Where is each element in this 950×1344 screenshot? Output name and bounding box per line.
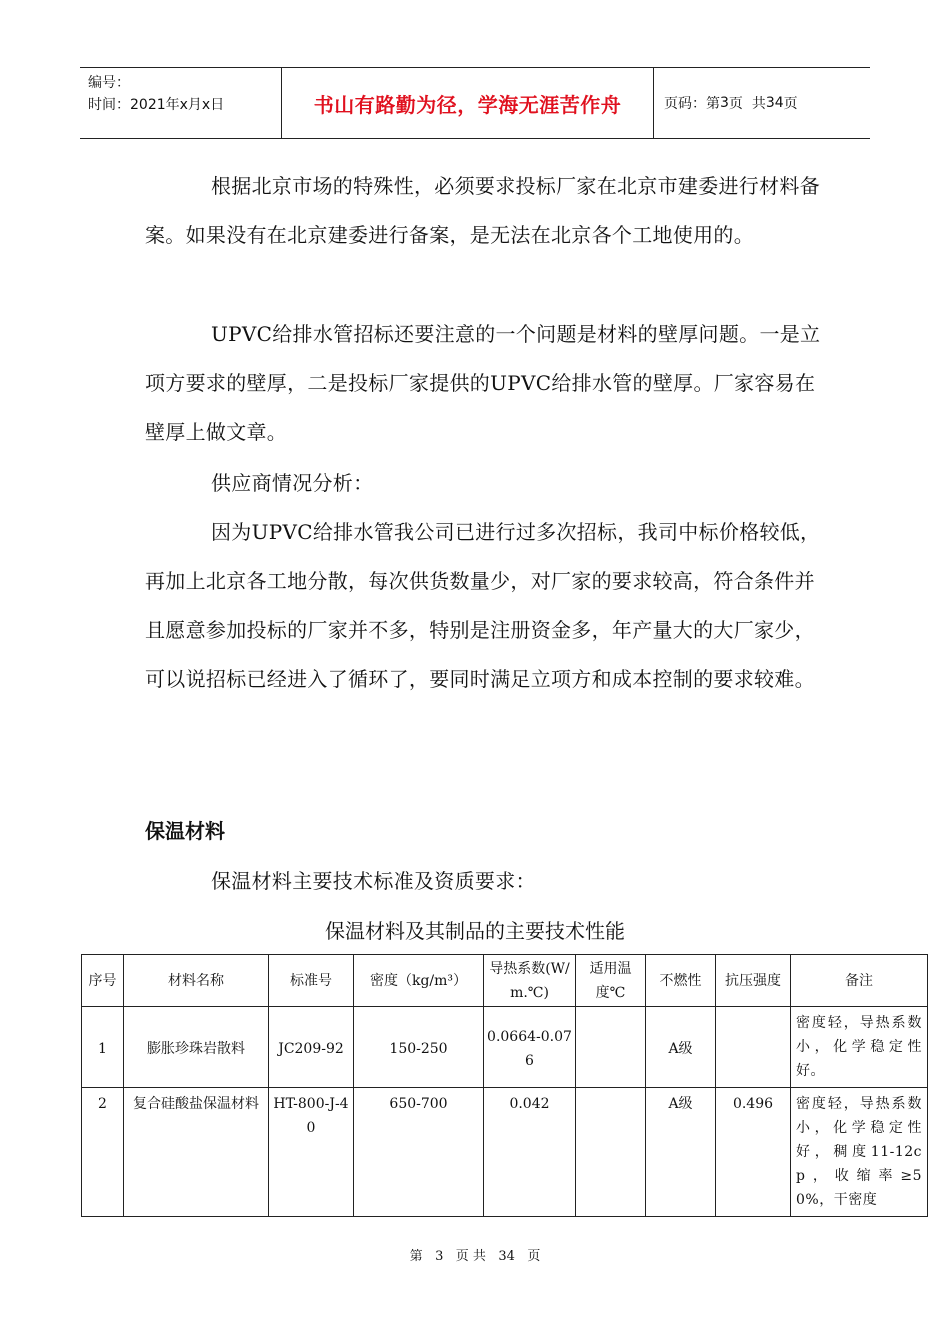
section-title-insulation: 保温材料 <box>145 819 225 843</box>
header-page-total: 34 <box>765 95 784 111</box>
paragraph-supplier-analysis: 因为UPVC给排水管我公司已进行过多次招标，我司中标价格较低，再加上北京各工地分散，每次供货数量少，对厂家的要求较高，符合条件并且愿意参加投标的厂家并不多，特别是注册资金多，年产量大的大厂家少，可以说招标已经进入了循环了，要同时满足立项方和成本控制的要求较难。 <box>145 520 821 691</box>
footer-suffix: 页 <box>527 1249 541 1264</box>
cell-index: 1 <box>82 1007 124 1088</box>
cell-density: 650-700 <box>354 1088 484 1217</box>
header-slogan: 书山有路勤为径，学海无涯苦作舟 <box>282 68 654 138</box>
document-time-label: 时间：2021年x月x日 <box>88 97 225 113</box>
document-number-label: 编号： <box>88 75 130 91</box>
cell-compressive-strength: 0.496 <box>716 1088 791 1217</box>
footer-mid: 页 共 <box>455 1249 486 1264</box>
table-row <box>82 1088 928 1217</box>
page-header <box>80 67 870 139</box>
section-intro: 保温材料主要技术标准及资质要求： <box>211 869 536 893</box>
cell-remarks: 密度轻，导热系数小，化学稳定性好，稠度11-12cp，收缩率≥50%，干密度 <box>791 1088 928 1217</box>
cell-temperature <box>576 1007 646 1088</box>
header-cell-material-name: 材料名称 <box>124 955 269 1007</box>
header-page-current: 3 <box>720 95 729 111</box>
cell-thermal-conductivity: 0.042 <box>484 1088 576 1217</box>
cell-remarks: 密度轻，导热系数小，化学稳定性好。 <box>791 1007 928 1088</box>
header-page-prefix: 页码：第 <box>664 96 720 112</box>
header-cell-compressive-strength: 抗压强度 <box>716 955 791 1007</box>
cell-standard: JC209-92 <box>269 1007 354 1088</box>
cell-non-combustibility: A级 <box>646 1007 716 1088</box>
footer-page-total: 34 <box>498 1249 515 1264</box>
table-row <box>82 1007 928 1088</box>
header-cell-remarks: 备注 <box>791 955 928 1007</box>
cell-non-combustibility: A级 <box>646 1088 716 1217</box>
cell-thermal-conductivity: 0.0664-0.076 <box>484 1007 576 1088</box>
table-title: 保温材料及其制品的主要技术性能 <box>325 919 625 943</box>
header-meta <box>80 68 282 138</box>
cell-material-name: 膨胀珍珠岩散料 <box>124 1007 269 1088</box>
header-cell-temperature: 适用温度℃ <box>576 955 646 1007</box>
header-page-suffix: 页 <box>783 96 798 112</box>
cell-standard: HT-800-J-40 <box>269 1088 354 1217</box>
header-cell-non-combustibility: 不燃性 <box>646 955 716 1007</box>
footer-prefix: 第 <box>409 1249 423 1264</box>
cell-density: 150-250 <box>354 1007 484 1088</box>
insulation-spec-table <box>81 954 928 1217</box>
paragraph-supplier-analysis-heading: 供应商情况分析： <box>211 471 374 495</box>
header-cell-standard: 标准号 <box>269 955 354 1007</box>
cell-material-name: 复合硅酸盐保温材料 <box>124 1088 269 1217</box>
page-footer <box>0 1245 950 1264</box>
header-page-info <box>654 68 870 138</box>
header-page-mid: 页 共 <box>728 96 766 112</box>
header-cell-thermal-conductivity: 导热系数(W/m.℃) <box>484 955 576 1007</box>
cell-temperature <box>576 1088 646 1217</box>
paragraph-beijing-registration: 根据北京市场的特殊性，必须要求投标厂家在北京市建委进行材料备案。如果没有在北京建委进行备案，是无法在北京各个工地使用的。 <box>145 174 820 247</box>
table-header-row <box>82 955 928 1007</box>
cell-index: 2 <box>82 1088 124 1217</box>
footer-page-current: 3 <box>435 1249 444 1264</box>
paragraph-wall-thickness: UPVC给排水管招标还要注意的一个问题是材料的壁厚问题。一是立项方要求的壁厚，二是投标厂家提供的UPVC给排水管的壁厚。厂家容易在壁厚上做文章。 <box>145 322 821 444</box>
cell-compressive-strength <box>716 1007 791 1088</box>
header-cell-density: 密度（kg/m³） <box>354 955 484 1007</box>
header-cell-index: 序号 <box>82 955 124 1007</box>
